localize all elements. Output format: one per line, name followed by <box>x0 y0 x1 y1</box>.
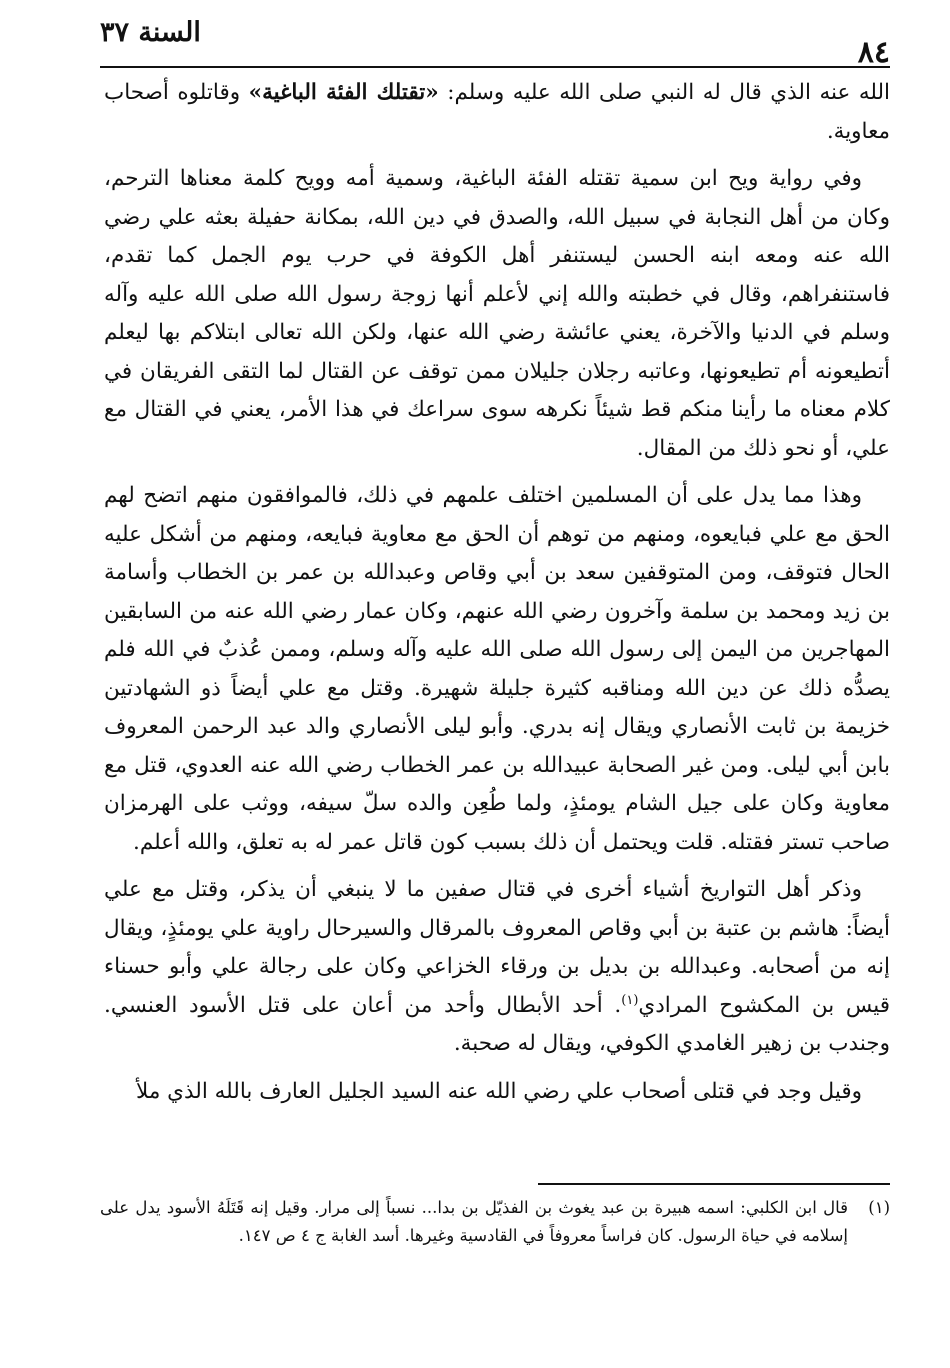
text-run: وهذا مما يدل على أن المسلمين اختلف علمهم في ذلك، فالموافقون منهم اتضح لهم الحق مع علي فبايعوه، ومنهم من توهم أن الحق مع معاوية فبايعه، ومنهم من أشكل عليه الحال فتوقف، ومن المتوقفين سعد بن أبي وقاص وعبدالله بن عمر بن الخطاب وأسامة بن زيد ومحمد بن سلمة وآخرون رضي الله عنهم، وكان عمار رضي الله عنه من السابقين المهاجرين من اليمن إلى رسول الله صلى الله عليه وآله وسلم، وممن عُذبٌ في الله فلم يصدُّه ذلك عن دين الله ومناقبه كثيرة جليلة شهيرة. وقتل مع علي أيضاً ذو الشهادتين خزيمة بن ثابت الأنصاري ويقال إنه بدري. وأبو ليلى الأنصاري والد عبد الرحمن المعروف بابن أبي ليلى. ومن غير الصحابة عبيدالله بن عمر الخطاب رضي الله عنه العدوي، قتل مع معاوية وكان على جيل الشام يومئذٍ، ولما طُعِن والده سلّ سيفه، ووثب على الهرمزان صاحب تستر فقتله. قلت ويحتمل أن ذلك بسبب كون قاتل عمر له به تعلق، والله أعلم. <box>104 483 890 855</box>
text-run: . أحد الأبطال وأحد من أعان على قتل الأسود العنسي. وجندب بن زهير الغامدي الكوفي، ويقال له صحبة. <box>104 992 890 1056</box>
running-head <box>100 16 890 68</box>
hadith-quote: «تقتلك الفئة الباغية» <box>248 80 439 105</box>
footnote-text: قال ابن الكلبي: اسمه هبيرة بن عبد يغوث بن الفذيّل بن بدا... نسباً إلى مرار. وقيل إنه قَتَلَهُ الأسود يدل على إسلامه في حياة الرسول. كان فراساً معروفاً في القادسية وغيرها. أسد الغابة ج ٤ ص ١٤٧. <box>100 1198 848 1245</box>
paragraph <box>104 477 890 862</box>
text-run: وفي رواية ويح ابن سمية تقتله الفئة الباغية، وسمية أمه وويح كلمة معناها الترحم، وكان من أهل النجابة في سبيل الله، والصدق في دين الله، بمكانة حفيلة بعثه علي رضي الله عنه ومعه ابنه الحسن ليستنفر أهل الكوفة في حرب يوم الجمل كما تقدم، فاستنفراهم، وقال في خطبته والله إني لأعلم أنها زوجة رسول الله صلى الله عليه وآله وسلم في الدنيا والآخرة، يعني عائشة رضي الله عنها، ولكن الله تعالى ابتلاكم بها ليعلم أتطيعونه أم تطيعونها، وعاتبه رجلان جليلان ممن توقف عن القتال لما التقى الفريقان في كلام معناه ما رأينا منكم قط شيئاً نكرهه سوى سراعك في هذا الأمر، يعني في القتال مع علي، أو نحو ذلك من المقال. <box>104 166 890 461</box>
footnote-reference: (١) <box>621 992 639 1008</box>
running-title: السنة ٣٧ <box>100 17 201 48</box>
text-run: وقاتلوه أصحاب معاوية. <box>104 80 890 144</box>
paragraph <box>104 160 890 468</box>
paragraph <box>104 74 890 151</box>
footnote-marker: (١) <box>868 1198 890 1217</box>
text-run: وقيل وجد في قتلى أصحاب علي رضي الله عنه السيد الجليل العارف بالله الذي ملأ <box>135 1078 862 1104</box>
text-run: الله عنه الذي قال له النبي صلى الله عليه وسلم: <box>438 80 890 105</box>
footnote <box>100 1194 890 1250</box>
body-text <box>104 74 890 1120</box>
paragraph <box>104 1073 890 1112</box>
text-run: وذكر أهل التواريخ أشياء أخرى في قتال صفين ما لا ينبغي أن يذكر، وقتل مع علي أيضاً: هاشم بن عتبة بن أبي وقاص المعروف بالمرقال والسيرحال راوية علي يومئذٍ، ويقال إنه من أصحابه. وعبدالله بن بديل بن ورقاء الخزاعي وكان على رجالة علي وأبو حسناء قيس بن المكشوح المرادي <box>104 877 891 1018</box>
page-number: ٨٤ <box>857 35 890 70</box>
footnote-separator <box>538 1183 890 1185</box>
footnotes <box>100 1194 890 1250</box>
paragraph <box>104 871 890 1064</box>
